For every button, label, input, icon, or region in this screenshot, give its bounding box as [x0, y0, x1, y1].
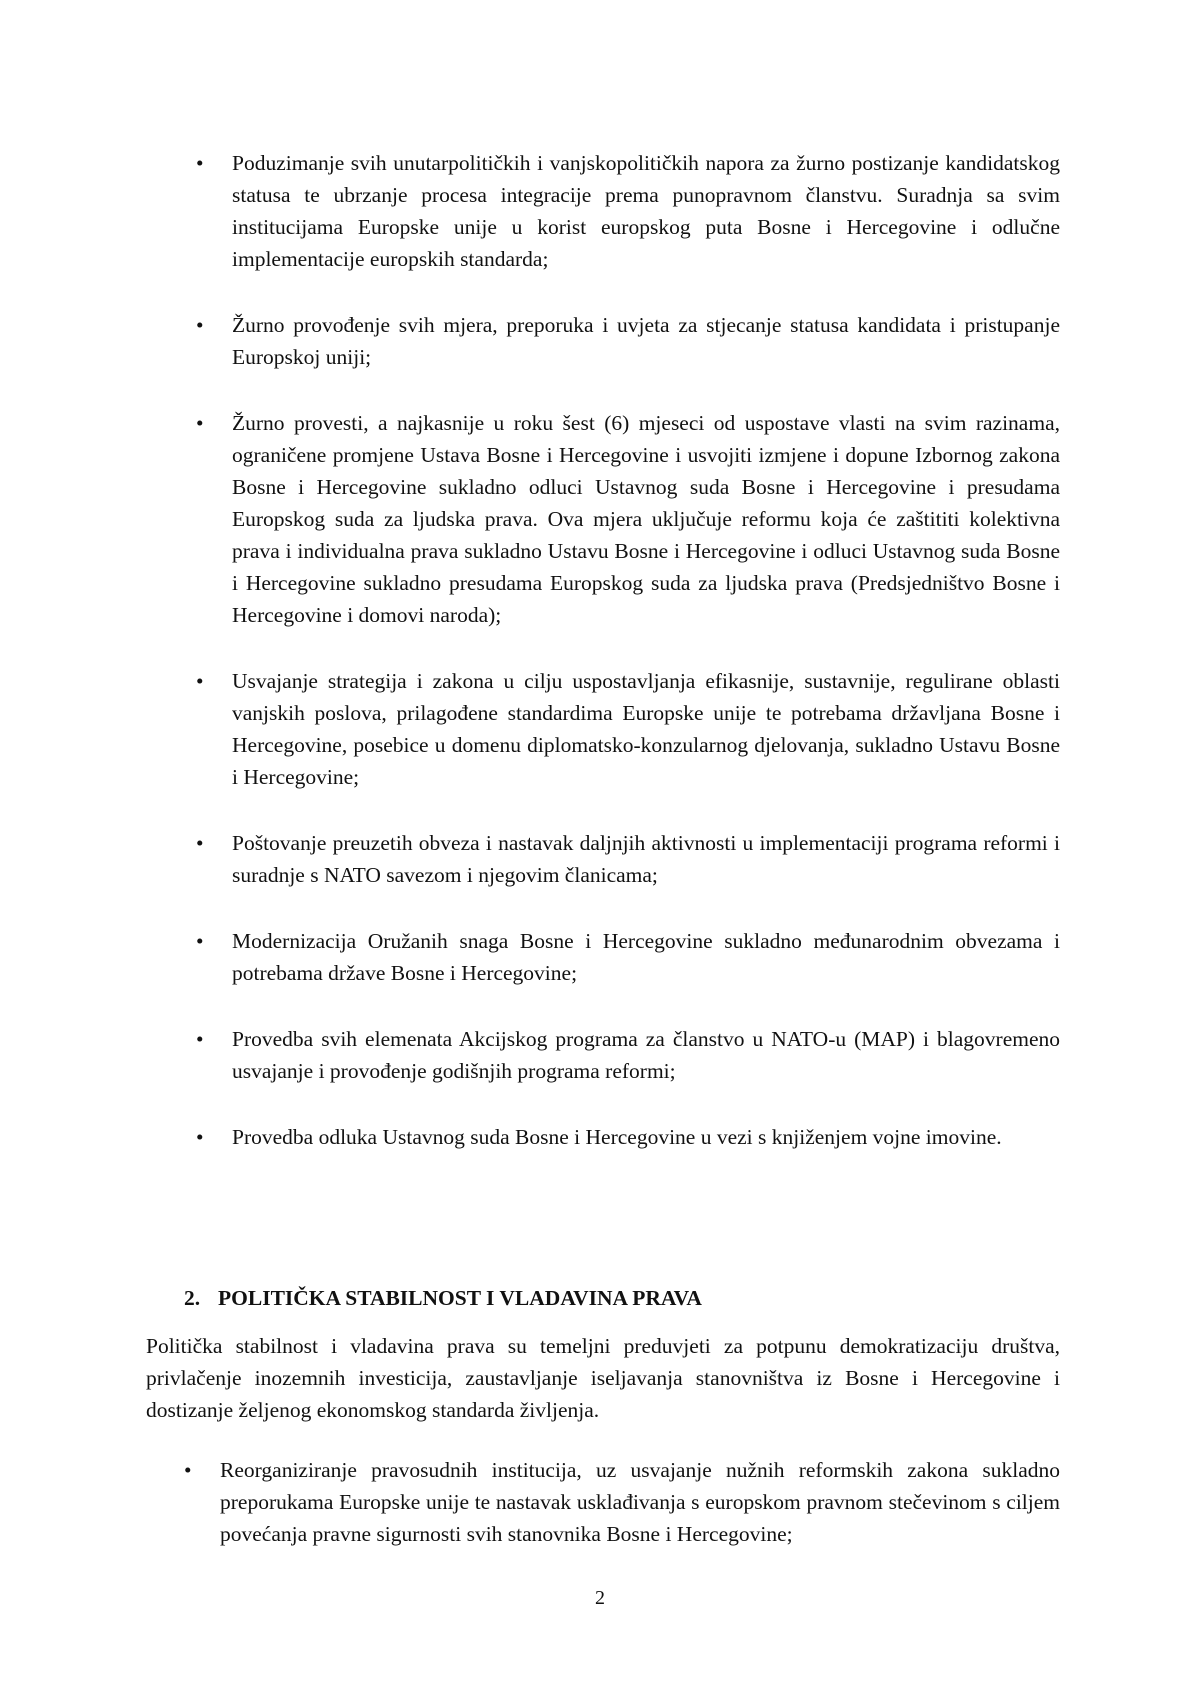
section-intro-paragraph: Politička stabilnost i vladavina prava su temeljni preduvjeti za potpunu demokratizaciju društva, privlačenje inozemnih investicija, zaustavljanje iseljavanja stanovništva iz Bosne i Hercegovine i dostizanje željenog ekonomskog standarda življenja. [146, 1334, 1060, 1422]
list-item-text: Usvajanje strategija i zakona u cilju uspostavljanja efikasnije, sustavnije, regulirane oblasti vanjskih poslova, prilagođene standardima Europske unije te potrebama državljana Bosne i Hercegovine, posebice u domenu diplomatsko-konzularnog djelovanja, sukladno Ustavu Bosne i Hercegovine; [232, 669, 1060, 789]
list-item-text: Žurno provođenje svih mjera, preporuka i uvjeta za stjecanje statusa kandidata i pristupanje Europskoj uniji; [232, 313, 1060, 369]
section-number: 2. [184, 1286, 201, 1310]
list-item [196, 827, 1060, 891]
section-bullet-list [184, 1454, 1060, 1550]
bullet-icon: • [196, 929, 204, 953]
bullet-icon: • [196, 313, 204, 337]
list-item [184, 1454, 1060, 1550]
section-heading [184, 1282, 702, 1314]
list-item-text: Modernizacija Oružanih snaga Bosne i Hercegovine sukladno međunarodnim obvezama i potrebama države Bosne i Hercegovine; [232, 929, 1060, 985]
bullet-icon: • [196, 831, 204, 855]
list-item [196, 309, 1060, 373]
policy-bullet-list [196, 147, 1060, 1187]
list-item [196, 665, 1060, 793]
list-item [196, 407, 1060, 631]
list-item [196, 1023, 1060, 1087]
bullet-icon: • [196, 1125, 204, 1149]
bullet-icon: • [196, 669, 204, 693]
list-item-text: Žurno provesti, a najkasnije u roku šest (6) mjeseci od uspostave vlasti na svim razinama, ograničene promjene Ustava Bosne i Hercegovine i usvojiti izmjene i dopune Izbornog zakona Bosne i Hercegovine sukladno odluci Ustavnog suda Bosne i Hercegovine i presudama Europskog suda za ljudska prava. Ova mjera uključuje reformu koja će zaštititi kolektivna prava i individualna prava sukladno Ustavu Bosne i Hercegovine i odluci Ustavnog suda Bosne i Hercegovine sukladno presudama Europskog suda za ljudska prava (Predsjedništvo Bosne i Hercegovine i domovi naroda); [232, 411, 1060, 627]
section-title: POLITIČKA STABILNOST I VLADAVINA PRAVA [218, 1286, 702, 1310]
bullet-icon: • [196, 151, 204, 175]
list-item-text: Reorganiziranje pravosudnih institucija, uz usvajanje nužnih reformskih zakona sukladno preporukama Europske unije te nastavak usklađivanja s europskom pravnom stečevinom s ciljem povećanja pravne sigurnosti svih stanovnika Bosne i Hercegovine; [220, 1458, 1060, 1546]
bullet-icon: • [196, 411, 204, 435]
list-item-text: Provedba odluka Ustavnog suda Bosne i Hercegovine u vezi s knjiženjem vojne imovine. [232, 1125, 1002, 1149]
list-item [196, 1121, 1060, 1153]
list-item-text: Poduzimanje svih unutarpolitičkih i vanjskopolitičkih napora za žurno postizanje kandidatskog statusa te ubrzanje procesa integracije prema punopravnom članstvu. Suradnja sa svim institucijama Europske unije u korist europskog puta Bosne i Hercegovine i odlučne implementacije europskih standarda; [232, 151, 1060, 271]
list-item [196, 925, 1060, 989]
bullet-icon: • [184, 1458, 192, 1482]
bullet-icon: • [196, 1027, 204, 1051]
list-item-text: Poštovanje preuzetih obveza i nastavak daljnjih aktivnosti u implementaciji programa reformi i suradnje s NATO savezom i njegovim članicama; [232, 831, 1060, 887]
list-item [196, 147, 1060, 275]
page-number: 2 [595, 1587, 605, 1609]
list-item-text: Provedba svih elemenata Akcijskog programa za članstvo u NATO-u (MAP) i blagovremeno usvajanje i provođenje godišnjih programa reformi; [232, 1027, 1060, 1083]
